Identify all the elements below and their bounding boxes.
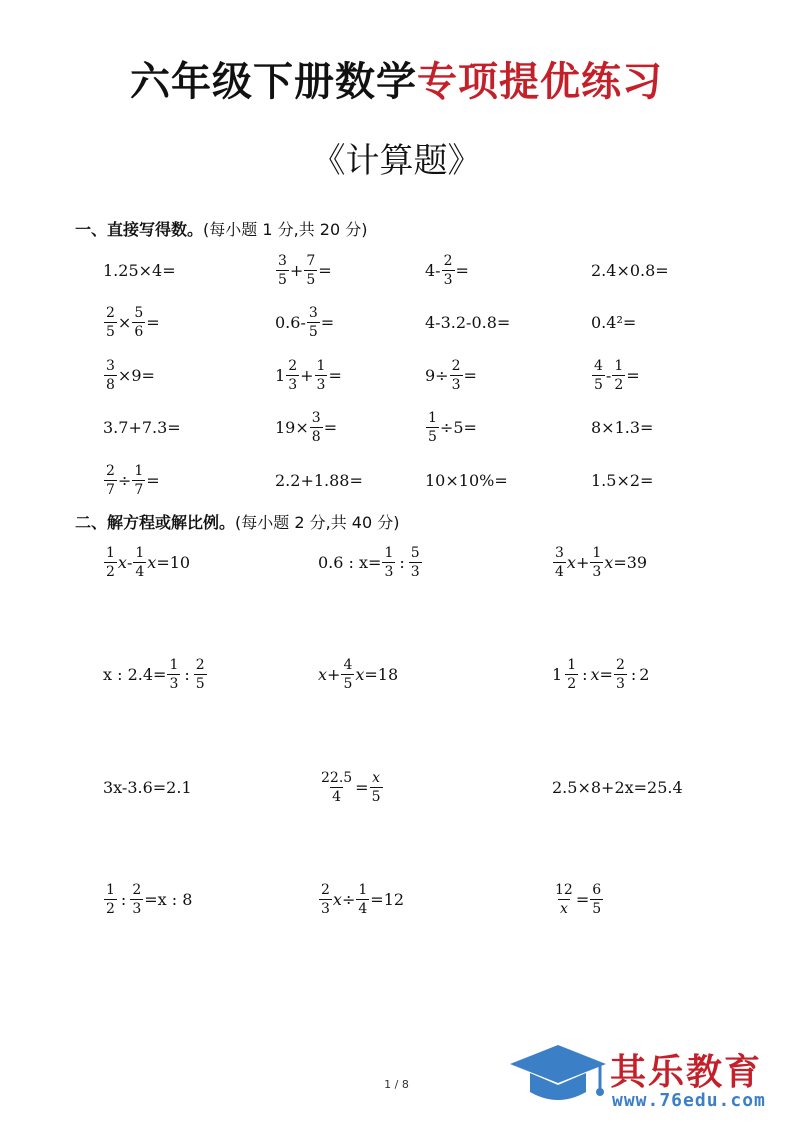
title-part-1: 六年级下册数学 (130, 59, 417, 105)
numerator: 1 (358, 881, 368, 898)
numerator: 2 (106, 304, 115, 321)
expr-text: 3x-3.6=2.1 (103, 777, 192, 797)
op: = (463, 365, 477, 385)
op: × (117, 312, 132, 332)
fraction (382, 546, 395, 579)
equation-item (103, 765, 192, 809)
page-subtitle: 《计算题》 (311, 141, 482, 181)
fraction (130, 883, 143, 916)
numerator: 3 (308, 304, 318, 321)
op: = (318, 260, 332, 280)
op: + (289, 260, 304, 280)
expr-text: 0.6- (275, 312, 306, 332)
op: = (320, 312, 335, 332)
expr-text: 3.7+7.3= (103, 417, 181, 437)
fraction (409, 546, 422, 579)
calc-item (103, 353, 155, 397)
calc-item (103, 248, 176, 292)
fraction (450, 359, 463, 392)
denominator: 3 (592, 563, 602, 580)
denominator: 2 (106, 900, 115, 917)
fraction (104, 464, 117, 497)
op: = (455, 260, 469, 280)
op: : (184, 664, 190, 684)
denominator: 3 (316, 376, 326, 393)
denominator: 4 (332, 788, 342, 805)
calc-item (275, 458, 363, 502)
equation-item (318, 877, 404, 921)
calc-item (591, 353, 640, 397)
fraction (553, 546, 566, 579)
fraction (341, 658, 354, 691)
denominator: 5 (308, 323, 318, 340)
expr-text: 4- (425, 260, 441, 280)
op: : (120, 889, 127, 909)
fraction (286, 359, 299, 392)
calc-item (425, 248, 469, 292)
expr-text: 4-3.2-0.8= (425, 312, 511, 332)
calc-item (425, 300, 510, 344)
fraction (133, 546, 146, 579)
denominator: 5 (278, 271, 287, 288)
fraction (614, 658, 627, 691)
denominator: 3 (615, 675, 625, 692)
fraction (590, 546, 603, 579)
brand-name: 其乐教育 (610, 1052, 763, 1093)
op: = (156, 552, 170, 572)
fraction (612, 359, 625, 392)
numerator: 2 (451, 357, 461, 374)
variable: x (604, 552, 614, 572)
numerator: 2 (106, 462, 115, 479)
numerator: 1 (592, 544, 602, 561)
numerator: 2 (288, 357, 298, 374)
numerator: 3 (311, 409, 321, 426)
denominator: 5 (371, 788, 381, 805)
calc-item (591, 248, 669, 292)
denominator: 2 (614, 376, 624, 393)
denominator: 7 (106, 481, 115, 498)
op: = (141, 365, 155, 385)
calc-item (425, 458, 508, 502)
numerator: 1 (106, 881, 115, 898)
calc-item (425, 353, 477, 397)
calc-item (275, 353, 342, 397)
fraction (442, 254, 455, 287)
fraction (426, 411, 439, 444)
denominator: 5 (594, 376, 603, 393)
fraction (276, 254, 289, 287)
fraction (315, 359, 328, 392)
section-2-note: (每小题 2 分,共 40 分) (235, 513, 400, 532)
fraction (553, 883, 575, 916)
denominator: 5 (343, 675, 353, 692)
numerator: 2 (615, 656, 625, 673)
numerator: 22.5 (321, 769, 353, 786)
calc-item (103, 300, 160, 344)
op: = (599, 664, 613, 684)
op: - (126, 552, 133, 572)
section-1-title: 一、直接写得数。 (75, 220, 204, 239)
numerator: 1 (169, 656, 179, 673)
variable: x (318, 664, 328, 684)
equation-item (552, 540, 647, 584)
variable: x (355, 664, 365, 684)
fraction (307, 306, 320, 339)
calc-item (103, 458, 160, 502)
denominator: 8 (106, 376, 115, 393)
number: 2 (639, 664, 650, 684)
equation-item (318, 765, 384, 809)
op: ÷ (341, 889, 356, 909)
expr-text: =x : 8 (144, 889, 193, 909)
numerator: 1 (134, 462, 144, 479)
op: = (328, 365, 342, 385)
op: - (605, 365, 612, 385)
numerator: 1 (567, 656, 577, 673)
whole-number: 1 (275, 365, 286, 385)
op: + (300, 365, 314, 385)
denominator: 5 (106, 323, 115, 340)
title-part-2: 专项提优练习 (417, 59, 663, 105)
fraction (592, 359, 605, 392)
equation-item (552, 652, 649, 696)
expr-text: 8×1.3= (591, 417, 654, 437)
section-2-heading (75, 510, 399, 533)
op: = (355, 777, 369, 797)
denominator: 7 (134, 481, 144, 498)
numerator: 2 (132, 881, 142, 898)
expr-text: 1.5×2= (591, 470, 654, 490)
denominator: 3 (288, 376, 298, 393)
equation-item (318, 652, 398, 696)
expr-text: 10×10%= (425, 470, 508, 490)
fraction (319, 883, 332, 916)
denominator: 3 (321, 900, 330, 917)
page-title (0, 50, 793, 107)
brand-url: www.76edu.com (612, 1090, 766, 1111)
denominator: 2 (106, 563, 115, 580)
numerator: x (372, 769, 380, 786)
numerator: 3 (555, 544, 564, 561)
number: 12 (383, 889, 405, 909)
expr-text: 0.4²= (591, 312, 637, 332)
op: = (370, 889, 384, 909)
denominator: 8 (311, 428, 321, 445)
op: = (575, 889, 590, 909)
op: ÷ (439, 417, 454, 437)
denominator: 3 (410, 563, 420, 580)
number: 39 (626, 552, 648, 572)
number: 5 (453, 417, 464, 437)
denominator: 3 (443, 271, 453, 288)
denominator: 3 (132, 900, 142, 917)
numerator: 2 (443, 252, 453, 269)
section-2-title: 二、解方程或解比例。 (75, 513, 236, 532)
op: + (575, 552, 590, 572)
expr-text: 2.2+1.88= (275, 470, 363, 490)
denominator: 4 (135, 563, 145, 580)
section-1-note: (每小题 1 分,共 20 分) (203, 220, 368, 239)
calc-item (591, 405, 653, 449)
numerator: 1 (614, 357, 624, 374)
fraction (590, 883, 603, 916)
op: = (626, 365, 640, 385)
op: : (582, 664, 588, 684)
numerator: 4 (343, 656, 353, 673)
fraction (319, 771, 354, 804)
numerator: 7 (306, 252, 316, 269)
calc-item (591, 300, 636, 344)
variable: x (566, 552, 576, 572)
denominator: 3 (169, 675, 179, 692)
fraction (104, 359, 117, 392)
number: 10 (169, 552, 191, 572)
op: ÷ (117, 470, 132, 490)
graduation-cap-icon (508, 1040, 608, 1110)
denominator: 3 (451, 376, 461, 393)
op: + (327, 664, 341, 684)
fraction (104, 883, 117, 916)
calc-item (591, 458, 653, 502)
numerator: 5 (134, 304, 144, 321)
op: = (613, 552, 627, 572)
expr-text: x : 2.4= (103, 664, 167, 684)
numerator: 5 (410, 544, 420, 561)
op: × (117, 365, 132, 385)
numerator: 1 (106, 544, 115, 561)
equation-item (103, 652, 208, 696)
numerator: 3 (278, 252, 287, 269)
numerator: 1 (384, 544, 394, 561)
page-number: 1 / 8 (384, 1078, 409, 1091)
numerator: 2 (195, 656, 205, 673)
section-1-heading (75, 217, 367, 240)
fraction (104, 546, 117, 579)
fraction (132, 306, 145, 339)
number: 18 (377, 664, 399, 684)
denominator: x (559, 900, 568, 917)
denominator: 5 (306, 271, 316, 288)
variable: x (332, 889, 342, 909)
variable: x (117, 552, 127, 572)
denominator: 6 (134, 323, 144, 340)
op: = (146, 470, 160, 490)
numerator: 12 (555, 881, 573, 898)
expr-text: 19× (275, 417, 309, 437)
op: = (146, 312, 160, 332)
variable: x (590, 664, 600, 684)
fraction (194, 658, 207, 691)
expr-text: 9÷ (425, 365, 449, 385)
op: : (399, 552, 405, 572)
denominator: 2 (567, 675, 577, 692)
fraction (310, 411, 323, 444)
numerator: 1 (135, 544, 145, 561)
op: = (323, 417, 338, 437)
expr-text: 2.4×0.8= (591, 260, 669, 280)
calc-item (275, 248, 332, 292)
equation-item (552, 877, 604, 921)
denominator: 5 (428, 428, 437, 445)
denominator: 5 (195, 675, 205, 692)
expr-text: 0.6 : x= (318, 552, 382, 572)
fraction (304, 254, 317, 287)
numerator: 1 (316, 357, 326, 374)
numerator: 6 (592, 881, 602, 898)
calc-item (275, 300, 334, 344)
fraction (565, 658, 578, 691)
op: : (630, 664, 637, 684)
denominator: 3 (384, 563, 394, 580)
calc-item (425, 405, 477, 449)
calc-item (275, 405, 337, 449)
op: = (463, 417, 477, 437)
whole-number: 1 (552, 664, 563, 684)
variable: x (147, 552, 157, 572)
equation-item (103, 877, 192, 921)
fraction (104, 306, 117, 339)
denominator: 5 (592, 900, 602, 917)
equation-item (318, 540, 423, 584)
numerator: 2 (321, 881, 330, 898)
numerator: 1 (428, 409, 437, 426)
denominator: 4 (358, 900, 368, 917)
equation-item (552, 765, 683, 809)
numerator: 4 (594, 357, 603, 374)
expr-text: 1.25×4= (103, 260, 176, 280)
expr-text: 2.5×8+2x=25.4 (552, 777, 683, 797)
numerator: 3 (106, 357, 115, 374)
fraction (167, 658, 180, 691)
calc-item (103, 405, 181, 449)
equation-item (103, 540, 190, 584)
op: = (364, 664, 378, 684)
fraction (370, 771, 383, 804)
denominator: 4 (555, 563, 564, 580)
number: 9 (131, 365, 142, 385)
fraction (356, 883, 369, 916)
fraction (132, 464, 145, 497)
